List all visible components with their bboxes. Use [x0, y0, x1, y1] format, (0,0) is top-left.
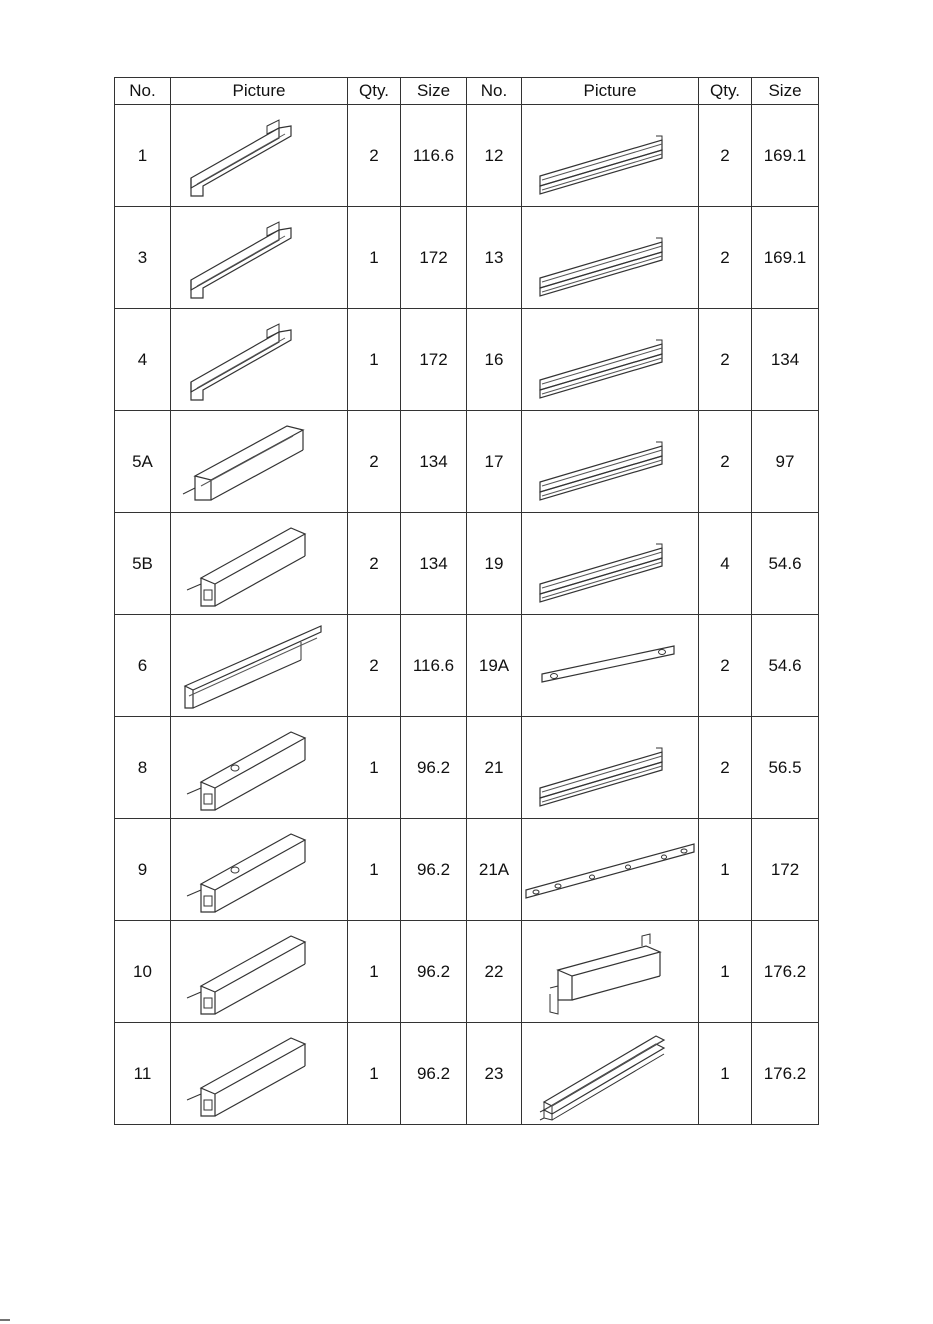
part-quantity: 2 — [348, 411, 401, 513]
table-row — [115, 717, 819, 819]
part-size: 96.2 — [401, 1023, 467, 1125]
part-quantity: 2 — [348, 615, 401, 717]
part-number: 19 — [467, 513, 522, 615]
box-profile-icon — [171, 1024, 347, 1124]
part-size: 172 — [401, 207, 467, 309]
part-picture-cell — [522, 921, 699, 1023]
part-size: 54.6 — [752, 615, 819, 717]
header-size: Size — [401, 78, 467, 105]
header-size: Size — [752, 78, 819, 105]
part-quantity: 1 — [699, 1023, 752, 1125]
part-quantity: 1 — [699, 921, 752, 1023]
part-number: 22 — [467, 921, 522, 1023]
flat-rail-profile-icon — [522, 514, 698, 614]
table-row — [115, 921, 819, 1023]
table-row — [115, 1023, 819, 1125]
part-size: 169.1 — [752, 207, 819, 309]
header-picture: Picture — [522, 78, 699, 105]
table-row — [115, 819, 819, 921]
part-quantity: 1 — [348, 1023, 401, 1125]
part-size: 176.2 — [752, 921, 819, 1023]
part-quantity: 2 — [348, 513, 401, 615]
angle-strip-profile-icon — [171, 616, 347, 716]
part-size: 96.2 — [401, 819, 467, 921]
part-number: 4 — [115, 309, 171, 411]
table-row — [115, 615, 819, 717]
part-number: 5B — [115, 513, 171, 615]
part-quantity: 2 — [699, 207, 752, 309]
part-picture-cell — [522, 411, 699, 513]
part-size: 134 — [401, 411, 467, 513]
part-size: 116.6 — [401, 105, 467, 207]
part-picture-cell — [171, 819, 348, 921]
part-quantity: 2 — [348, 105, 401, 207]
part-number: 12 — [467, 105, 522, 207]
box-profile-with-hole-icon — [171, 820, 347, 920]
part-quantity: 1 — [348, 309, 401, 411]
part-picture-cell — [171, 615, 348, 717]
part-size: 176.2 — [752, 1023, 819, 1125]
part-quantity: 1 — [348, 819, 401, 921]
flat-bar-multi-hole-icon — [522, 820, 698, 920]
part-size: 169.1 — [752, 105, 819, 207]
flanged-channel-profile-icon — [171, 412, 347, 512]
part-quantity: 2 — [699, 615, 752, 717]
part-number: 21A — [467, 819, 522, 921]
part-quantity: 2 — [699, 309, 752, 411]
part-size: 54.6 — [752, 513, 819, 615]
table-header-row — [115, 78, 819, 105]
part-number: 17 — [467, 411, 522, 513]
header-no: No. — [467, 78, 522, 105]
short-h-profile-icon — [522, 922, 698, 1022]
part-size: 96.2 — [401, 717, 467, 819]
part-number: 10 — [115, 921, 171, 1023]
part-picture-cell — [522, 615, 699, 717]
part-picture-cell — [171, 207, 348, 309]
box-profile-icon — [171, 514, 347, 614]
part-picture-cell — [171, 717, 348, 819]
parts-list-table — [114, 77, 819, 1125]
header-qty: Qty. — [699, 78, 752, 105]
part-picture-cell — [171, 309, 348, 411]
part-quantity: 1 — [348, 717, 401, 819]
part-quantity: 2 — [699, 411, 752, 513]
part-quantity: 2 — [699, 105, 752, 207]
part-picture-cell — [522, 309, 699, 411]
table-row — [115, 513, 819, 615]
part-number: 19A — [467, 615, 522, 717]
part-number: 9 — [115, 819, 171, 921]
part-size: 134 — [401, 513, 467, 615]
u-channel-profile-icon — [171, 310, 347, 410]
box-profile-icon — [171, 922, 347, 1022]
table-row — [115, 207, 819, 309]
part-size: 134 — [752, 309, 819, 411]
table-row — [115, 309, 819, 411]
table-row — [115, 411, 819, 513]
part-size: 56.5 — [752, 717, 819, 819]
part-number: 8 — [115, 717, 171, 819]
u-channel-profile-icon — [171, 106, 347, 206]
part-size: 97 — [752, 411, 819, 513]
flat-rail-profile-icon — [522, 310, 698, 410]
part-quantity: 2 — [699, 717, 752, 819]
page-edge-mark — [0, 1319, 933, 1322]
flat-rail-profile-icon — [522, 412, 698, 512]
part-picture-cell — [522, 105, 699, 207]
header-no: No. — [115, 78, 171, 105]
part-picture-cell — [171, 411, 348, 513]
part-picture-cell — [171, 105, 348, 207]
flat-rail-profile-icon — [522, 718, 698, 818]
part-number: 13 — [467, 207, 522, 309]
part-picture-cell — [522, 207, 699, 309]
header-qty: Qty. — [348, 78, 401, 105]
flat-rail-profile-icon — [522, 106, 698, 206]
part-number: 5A — [115, 411, 171, 513]
part-size: 172 — [752, 819, 819, 921]
part-size: 172 — [401, 309, 467, 411]
box-profile-with-hole-icon — [171, 718, 347, 818]
long-h-profile-icon — [522, 1024, 698, 1124]
header-picture: Picture — [171, 78, 348, 105]
part-number: 11 — [115, 1023, 171, 1125]
part-picture-cell — [171, 921, 348, 1023]
part-quantity: 1 — [348, 921, 401, 1023]
part-size: 96.2 — [401, 921, 467, 1023]
part-picture-cell — [522, 1023, 699, 1125]
part-picture-cell — [171, 1023, 348, 1125]
part-number: 6 — [115, 615, 171, 717]
part-number: 16 — [467, 309, 522, 411]
part-number: 23 — [467, 1023, 522, 1125]
part-picture-cell — [171, 513, 348, 615]
part-number: 1 — [115, 105, 171, 207]
flat-bar-two-hole-icon — [522, 616, 698, 716]
part-quantity: 1 — [699, 819, 752, 921]
part-picture-cell — [522, 819, 699, 921]
u-channel-profile-icon — [171, 208, 347, 308]
flat-rail-profile-icon — [522, 208, 698, 308]
table-row — [115, 105, 819, 207]
part-picture-cell — [522, 717, 699, 819]
part-number: 21 — [467, 717, 522, 819]
part-size: 116.6 — [401, 615, 467, 717]
part-quantity: 1 — [348, 207, 401, 309]
part-number: 3 — [115, 207, 171, 309]
part-picture-cell — [522, 513, 699, 615]
part-quantity: 4 — [699, 513, 752, 615]
